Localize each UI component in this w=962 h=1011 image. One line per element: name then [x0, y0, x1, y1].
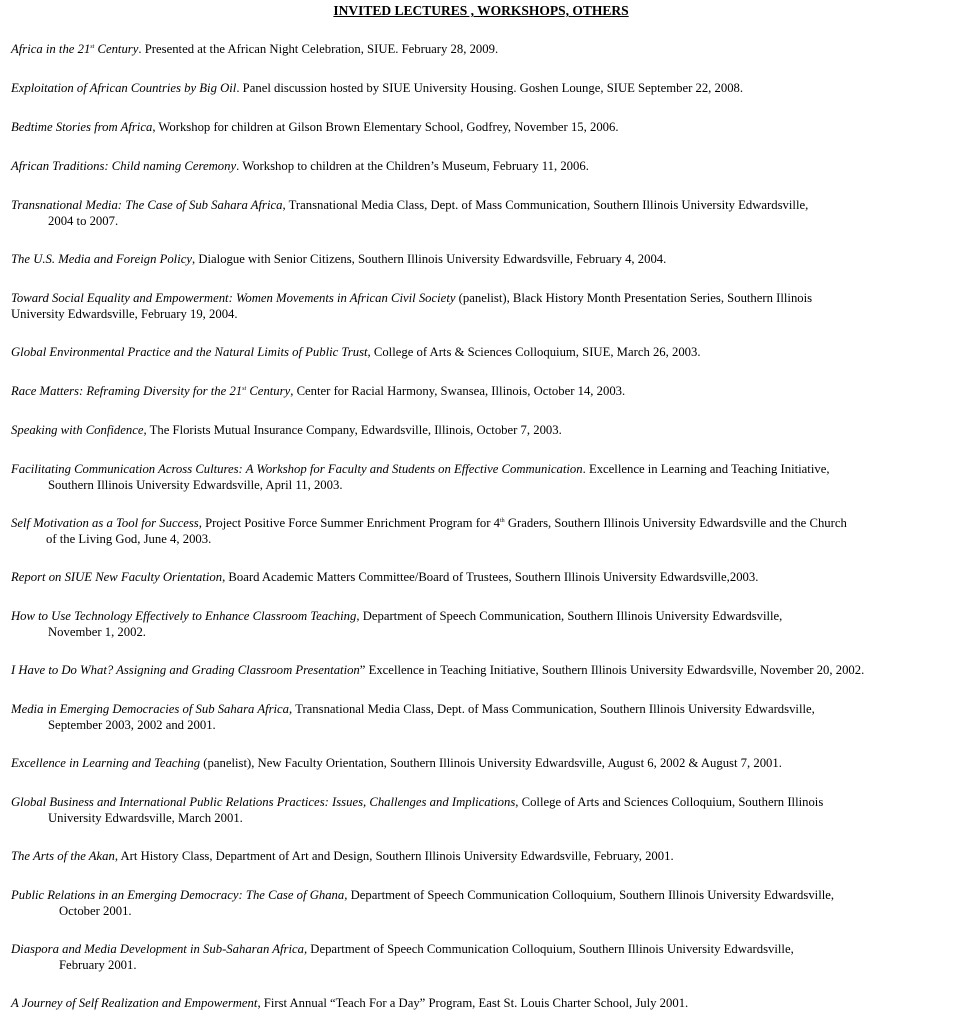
entry-global-environmental [11, 344, 962, 360]
entry-details: The Florists Mutual Insurance Company, Edwardsville, Illinois, October 7, 2003. [146, 423, 562, 437]
entry-details: , First Annual “Teach For a Day” Program, East St. Louis Charter School, July 2001. [257, 996, 689, 1010]
entry-big-oil [11, 80, 962, 96]
entry-continuation: University Edwardsville, March 2001. [48, 811, 243, 825]
entry-details: , Center for Racial Harmony, Swansea, Illinois, October 14, 2003. [290, 384, 626, 398]
entry-title: Transnational Media: The Case of Sub Sahara Africa [11, 198, 283, 212]
entry-details: , Workshop for children at Gilson Brown Elementary School, Godfrey, November 15, 2006. [152, 120, 619, 134]
entry-title: Media in Emerging Democracies of Sub Sahara Africa [11, 702, 290, 716]
entry-details: , Transnational Media Class, Dept. of Mass Communication, Southern Illinois University Edwardsville, [282, 198, 809, 212]
entry-title: Global Environmental Practice and the Natural Limits of Public Trust, [11, 345, 371, 359]
entry-self-motivation [11, 515, 962, 547]
entry-details: , Project Positive Force Summer Enrichment Program for 4th Graders, Southern Illinois University Edwardsville and the Church [198, 516, 847, 530]
entry-title: Diaspora and Media Development in Sub-Saharan Africa, [11, 942, 308, 956]
entry-details: College of Arts & Sciences Colloquium, SIUE, March 26, 2003. [370, 345, 701, 359]
entry-arts-of-akan [11, 848, 962, 864]
entry-child-naming [11, 158, 962, 174]
entry-details: . Presented at the African Night Celebration, SIUE. February 28, 2009. [138, 42, 499, 56]
entry-details: Department of Speech Communication, Southern Illinois University Edwardsville, [359, 609, 783, 623]
entry-excellence-learning-teaching [11, 755, 962, 771]
entry-continuation: November 1, 2002. [48, 625, 146, 639]
entry-title: Bedtime Stories from Africa [11, 120, 153, 134]
entry-details-b: , Southern Illinois University Edwardsville, February 4, 2004. [351, 252, 667, 266]
entry-title: Exploitation of African Countries by Big Oil [11, 81, 237, 95]
entry-facilitating-communication [11, 461, 962, 493]
entry-continuation: 2004 to 2007. [48, 214, 119, 228]
entry-details: , Art History Class, Department of Art and Design, Southern Illinois University Edwardsville, February, 2001. [114, 849, 674, 863]
entry-details: Department of Speech Communication Colloquium, Southern Illinois University Edwardsville, [307, 942, 794, 956]
entry-pr-ghana [11, 887, 962, 919]
entry-details: . Workshop to children at the Children’s Museum, February 11, 2006. [236, 159, 589, 173]
entry-siue-faculty-orientation [11, 569, 962, 585]
entry-diaspora-media [11, 941, 962, 973]
entry-details: , College of Arts and Sciences Colloquium, Southern Illinois [515, 795, 824, 809]
entry-title: The U.S. Media and Foreign Policy [11, 252, 192, 266]
entry-details: . Panel discussion hosted by SIUE University Housing. Goshen Lounge, SIUE September 22, 2008. [236, 81, 744, 95]
entry-africa-21st-century [11, 41, 962, 57]
entry-title: African Traditions: Child naming Ceremony [11, 159, 237, 173]
entry-title: Facilitating Communication Across Cultures: A Workshop for Faculty and Students on Effective Communication [11, 462, 583, 476]
entry-transnational-media [11, 197, 962, 229]
entry-title: I Have to Do What? Assigning and Grading Classroom Presentation [11, 663, 360, 677]
entry-details: ” Excellence in Teaching Initiative, Southern Illinois University Edwardsville, November 20, 2002. [359, 663, 865, 677]
entry-title: Report on SIUE New Faculty Orientation [11, 570, 223, 584]
entry-details: (panelist), New Faculty Orientation, Southern Illinois University Edwardsville, August 6, 2002 & August 7, 2001. [200, 756, 782, 770]
entry-classroom-presentation [11, 662, 962, 678]
entry-continuation: February 2001. [59, 958, 137, 972]
entry-details: , Dialogue with Senior Citizens [192, 252, 352, 266]
entry-title: Africa in the 21st Century [11, 42, 139, 56]
page-heading: INVITED LECTURES , WORKSHOPS, OTHERS [333, 3, 629, 18]
entry-continuation: of the Living God, June 4, 2003. [46, 532, 212, 546]
entry-details: Department of Speech Communication Colloquium, Southern Illinois University Edwardsville, [347, 888, 835, 902]
entry-social-equality [11, 290, 962, 322]
entry-continuation: University Edwardsville, February 19, 2004. [11, 307, 238, 321]
entry-continuation: September 2003, 2002 and 2001. [48, 718, 216, 732]
entry-race-matters [11, 383, 962, 399]
entry-title: The Arts of the Akan [11, 849, 115, 863]
entry-title: Self Motivation as a Tool for Success [11, 516, 199, 530]
entry-media-emerging-democracies [11, 701, 962, 733]
entry-title: How to Use Technology Effectively to Enhance Classroom Teaching, [11, 609, 360, 623]
entry-details: , Board Academic Matters Committee/Board of Trustees, Southern Illinois University Edwardsville,2003. [222, 570, 759, 584]
entry-title: Speaking with Confidence, [11, 423, 147, 437]
entry-technology-teaching [11, 608, 962, 640]
entry-details: (panelist), Black History Month Presentation Series, Southern Illinois [455, 291, 813, 305]
entry-continuation: Southern Illinois University Edwardsville, April 11, 2003. [48, 478, 343, 492]
entry-title: Toward Social Equality and Empowerment: Women Movements in African Civil Society [11, 291, 456, 305]
entry-us-media-foreign-policy [11, 251, 962, 267]
entry-self-realization [11, 995, 962, 1011]
entry-continuation: October 2001. [59, 904, 132, 918]
entry-title: Race Matters: Reframing Diversity for the 21st Century [11, 384, 291, 398]
entry-title: Global Business and International Public Relations Practices: Issues, Challenges and Implications [11, 795, 516, 809]
entry-global-business-pr [11, 794, 962, 826]
entry-bedtime-stories [11, 119, 962, 135]
entry-details: , Transnational Media Class, Dept. of Mass Communication, Southern Illinois University Edwardsville, [289, 702, 815, 716]
entry-speaking-confidence [11, 422, 962, 438]
entry-title: Public Relations in an Emerging Democracy: The Case of Ghana, [11, 888, 348, 902]
entry-title: Excellence in Learning and Teaching [11, 756, 201, 770]
entry-details: . Excellence in Learning and Teaching Initiative, [582, 462, 830, 476]
entry-title: A Journey of Self Realization and Empowerment [11, 996, 258, 1010]
